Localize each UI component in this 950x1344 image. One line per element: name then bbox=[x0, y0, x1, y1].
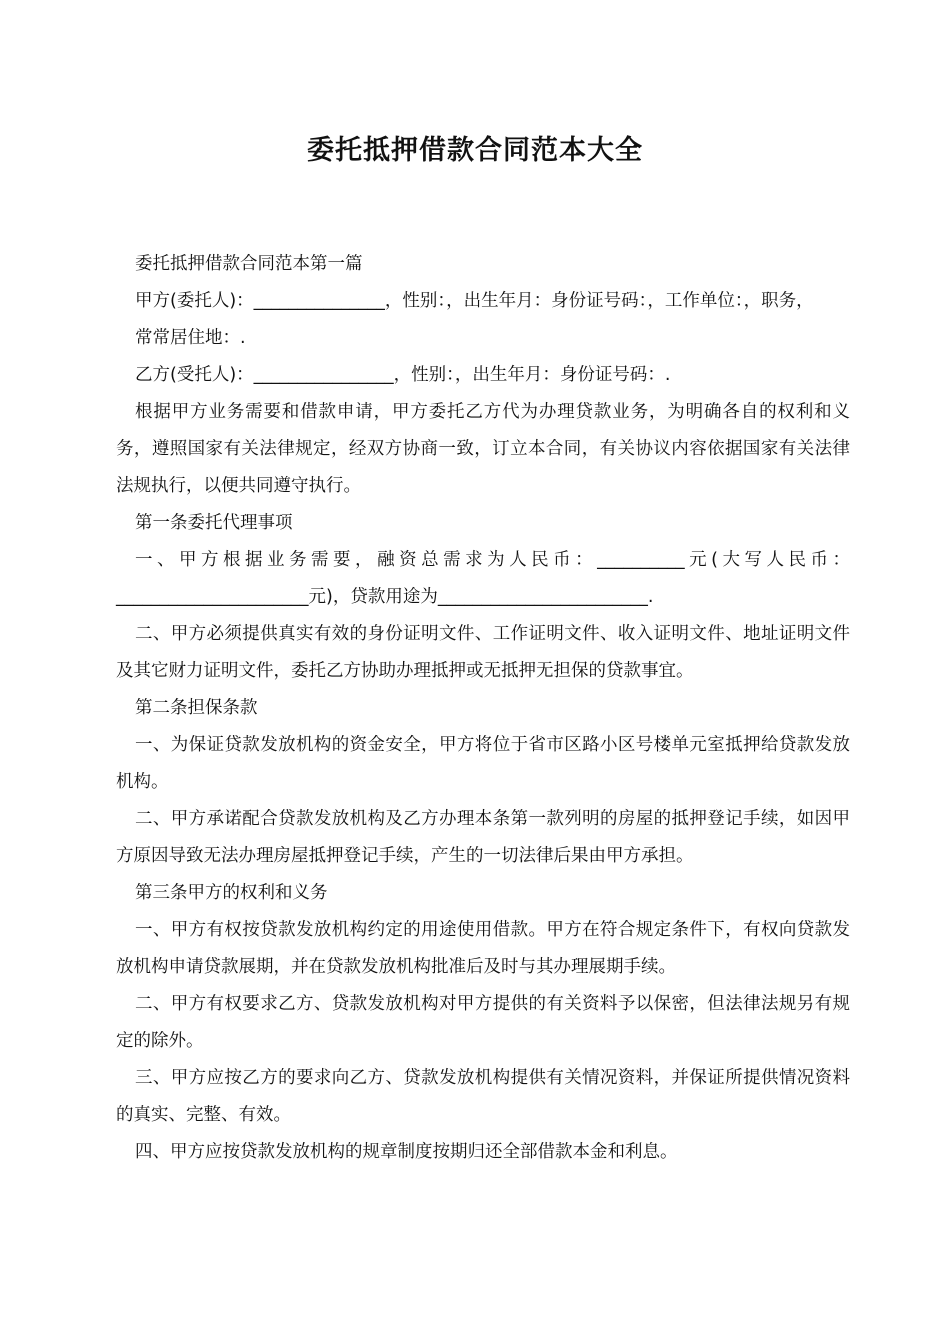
document-body bbox=[116, 246, 850, 1171]
article-1-clause-1: 一、甲方根据业务需要，融资总需求为人民币：__________元(大写人民币：______________________元)，贷款用途为________________________. bbox=[116, 550, 850, 607]
article-3-clause-3: 三、甲方应按乙方的要求向乙方、贷款发放机构提供有关情况资料，并保证所提供情况资料的真实、完整、有效。 bbox=[116, 1068, 850, 1125]
article-1-clause-2: 二、甲方必须提供真实有效的身份证明文件、工作证明文件、收入证明文件、地址证明文件及其它财力证明文件，委托乙方协助办理抵押或无抵押无担保的贷款事宜。 bbox=[116, 624, 850, 681]
party-a-info: 甲方(委托人)：_______________，性别：，出生年月：身份证号码：，工作单位：，职务， bbox=[135, 291, 814, 311]
document-title: 委托抵押借款合同范本大全 bbox=[307, 135, 643, 166]
article-3-clause-2: 二、甲方有权要求乙方、贷款发放机构对甲方提供的有关资料予以保密，但法律法规另有规定的除外。 bbox=[116, 994, 850, 1051]
article-3-clause-1: 一、甲方有权按贷款发放机构约定的用途使用借款。甲方在符合规定条件下，有权向贷款发放机构申请贷款展期，并在贷款发放机构批准后及时与其办理展期手续。 bbox=[116, 920, 850, 977]
article-2-heading: 第二条担保条款 bbox=[135, 698, 258, 718]
article-3-clause-4: 四、甲方应按贷款发放机构的规章制度按期归还全部借款本金和利息。 bbox=[135, 1142, 678, 1162]
article-2-clause-1: 一、为保证贷款发放机构的资金安全，甲方将位于省市区路小区号楼单元室抵押给贷款发放机构。 bbox=[116, 735, 850, 792]
article-3-heading: 第三条甲方的权利和义务 bbox=[135, 883, 328, 903]
party-a-residence: 常常居住地：. bbox=[135, 328, 246, 348]
party-b-info: 乙方(受托人)：________________，性别：，出生年月：身份证号码：. bbox=[135, 365, 671, 385]
article-2-clause-2: 二、甲方承诺配合贷款发放机构及乙方办理本条第一款列明的房屋的抵押登记手续，如因甲方原因导致无法办理房屋抵押登记手续，产生的一切法律后果由甲方承担。 bbox=[116, 809, 850, 866]
section-heading: 委托抵押借款合同范本第一篇 bbox=[135, 254, 363, 274]
preamble-paragraph: 根据甲方业务需要和借款申请，甲方委托乙方代为办理贷款业务，为明确各自的权利和义务，遵照国家有关法律规定，经双方协商一致，订立本合同，有关协议内容依据国家有关法律法规执行，以便共同遵守执行。 bbox=[116, 402, 850, 496]
article-1-heading: 第一条委托代理事项 bbox=[135, 513, 293, 533]
